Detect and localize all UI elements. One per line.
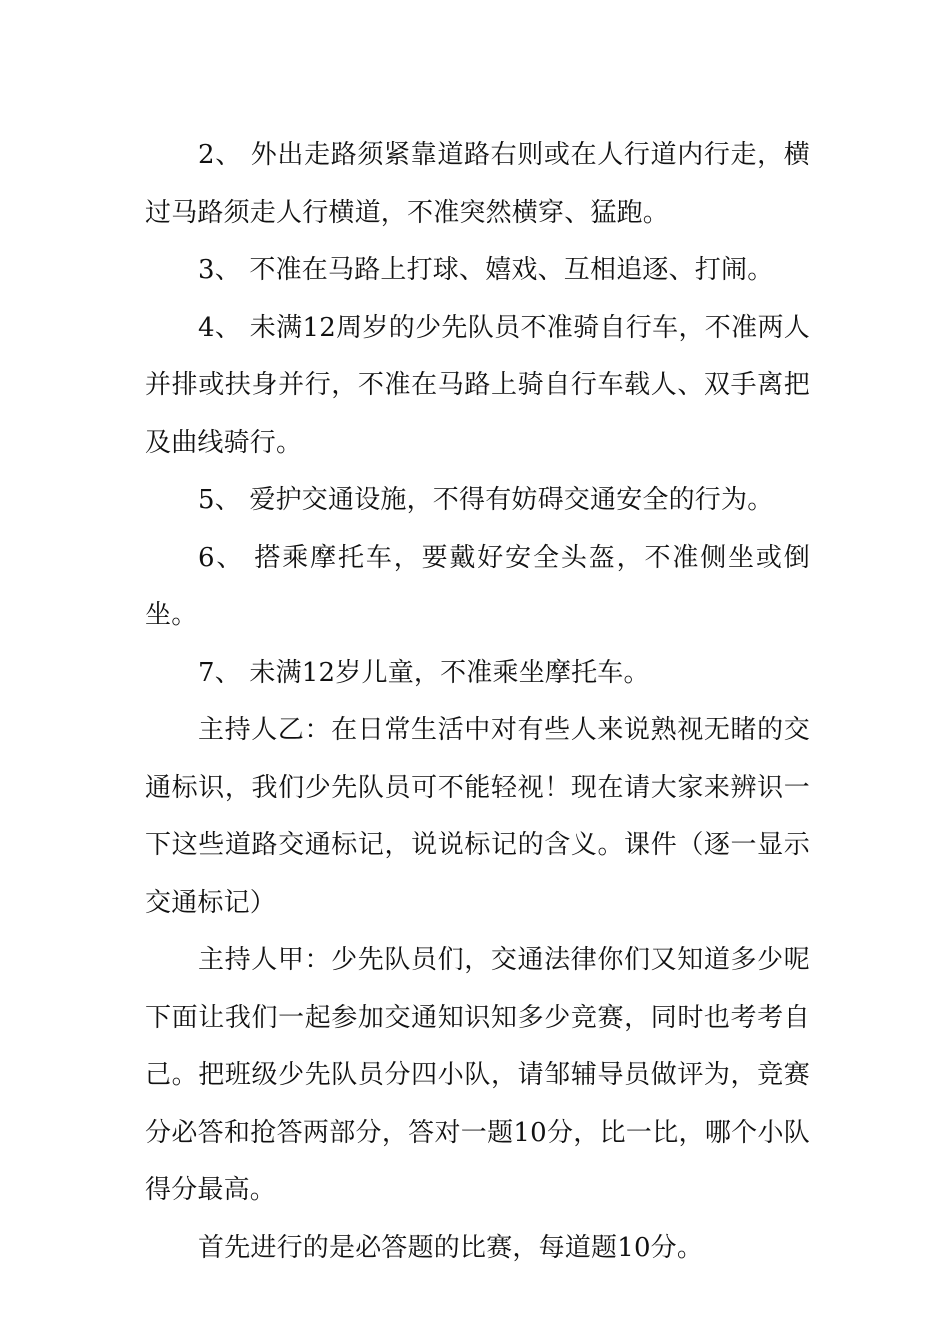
document-body (145, 127, 810, 1277)
paragraph-rule-7: 7、 未满12岁儿童，不准乘坐摩托车。 (198, 657, 650, 688)
paragraph-rule-5: 5、 爱护交通设施，不得有妨碍交通安全的行为。 (198, 485, 774, 515)
paragraph-rule-3: 3、 不准在马路上打球、嬉戏、互相追逐、打闹。 (198, 255, 774, 285)
paragraph-required-round: 首先进行的是必答题的比赛，每道题10分。 (198, 1232, 704, 1263)
paragraph-host-a: 主持人甲：少先队员们，交通法律你们又知道多少呢下面让我们一起参加交通知识知多少竞赛，同时也考考自己。把班级少先队员分四小队，请邹辅导员做评为，竞赛分必答和抢答两部分，答对一题10分，比一比，哪个小队得分最高。 (145, 945, 810, 1205)
paragraph-rule-2: 2、 外出走路须紧靠道路右则或在人行道内行走，横过马路须走人行横道，不准突然横穿、猛跑。 (145, 140, 810, 228)
paragraph-host-b: 主持人乙：在日常生活中对有些人来说熟视无睹的交通标识，我们少先队员可不能轻视！现在请大家来辨识一下这些道路交通标记，说说标记的含义。课件（逐一显示交通标记） (145, 715, 810, 918)
paragraph-rule-6: 6、 搭乘摩托车，要戴好安全头盔，不准侧坐或倒坐。 (145, 542, 810, 630)
paragraph-rule-4: 4、 未满12周岁的少先队员不准骑自行车，不准两人并排或扶身并行，不准在马路上骑自行车载人、双手离把及曲线骑行。 (145, 312, 810, 458)
